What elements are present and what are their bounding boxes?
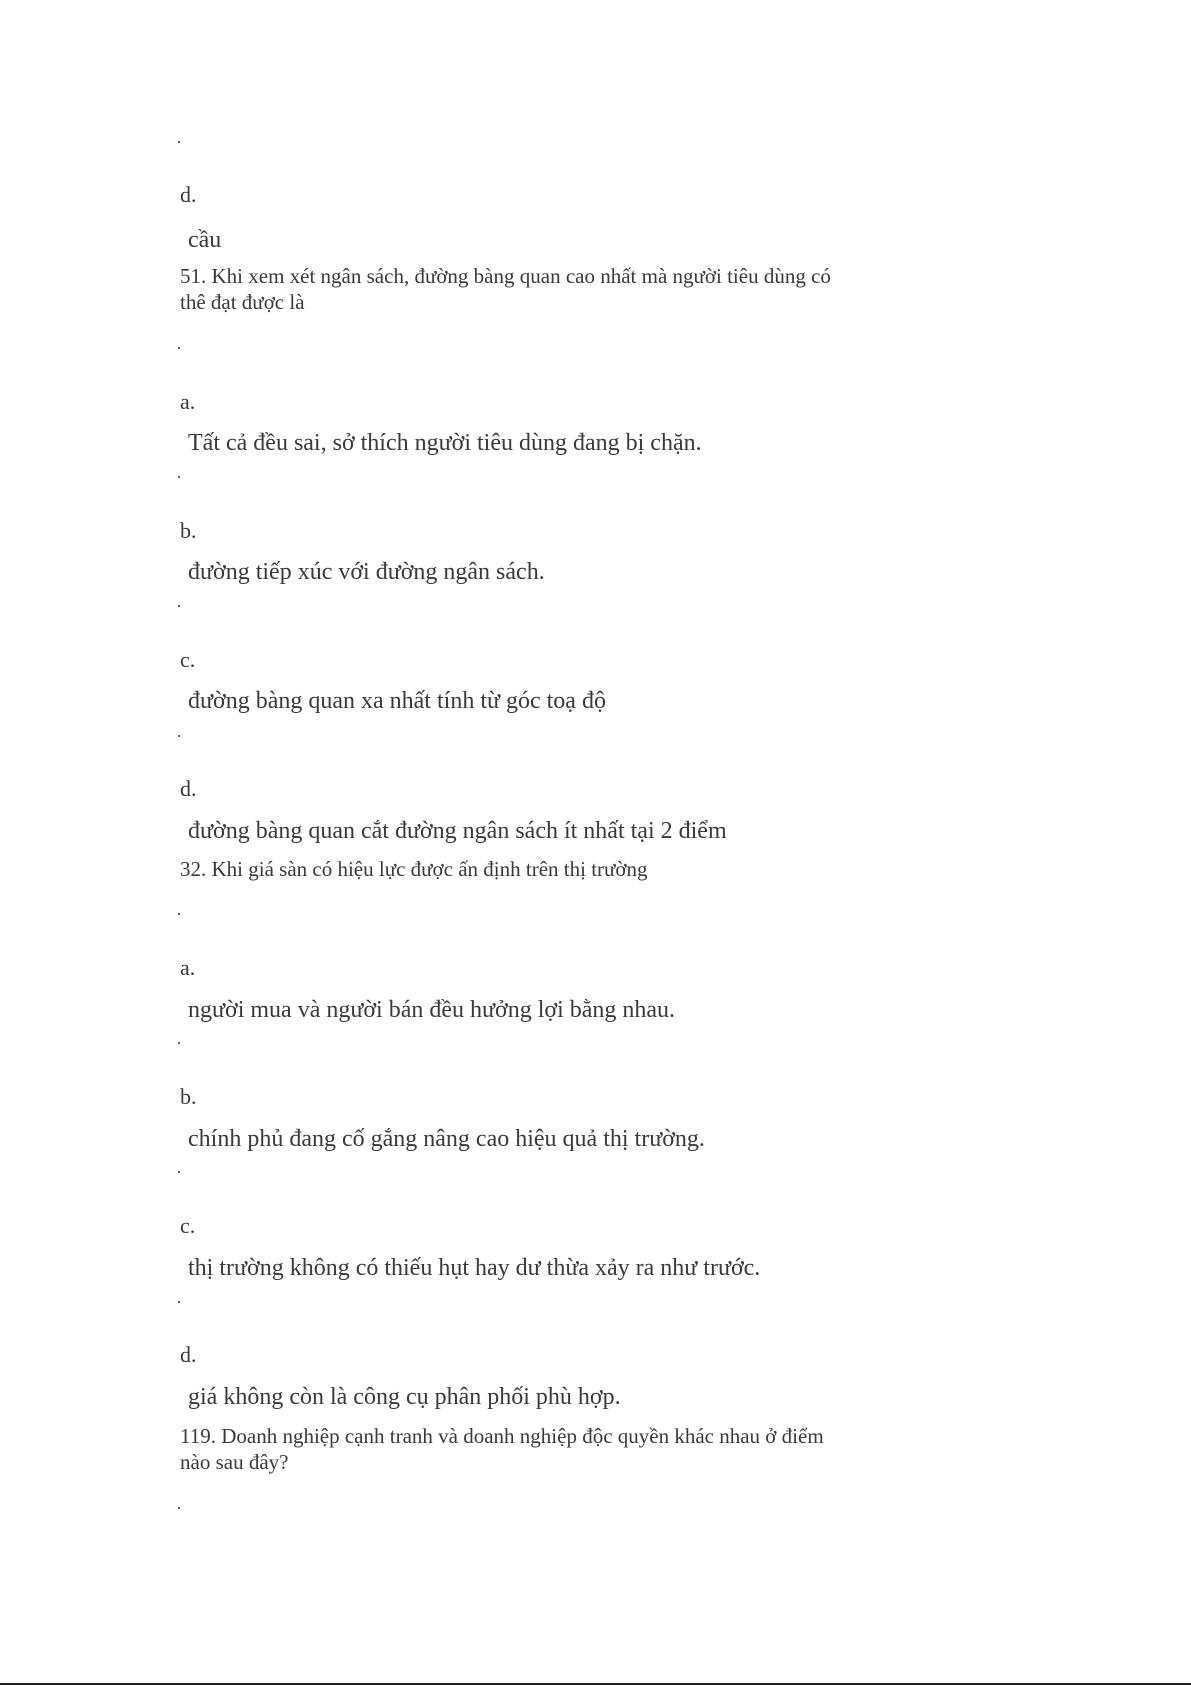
option-text: Tất cả đều sai, sở thích người tiêu dùng đang bị chặn. (188, 430, 702, 456)
option-text: giá không còn là công cụ phân phối phù hợp. (188, 1384, 621, 1410)
option-text: thị trường không có thiếu hụt hay dư thừa xảy ra như trước. (188, 1255, 761, 1281)
option-letter: d. (180, 182, 197, 207)
question-text: 51. Khi xem xét ngân sách, đường bàng quan cao nhất mà người tiêu dùng có thê đạt được là (180, 264, 831, 314)
option-text: cầu (188, 227, 222, 253)
radio-marker[interactable] (178, 1507, 180, 1509)
option-letter: c. (180, 647, 196, 672)
option-letter: d. (180, 1342, 197, 1367)
option-letter: a. (180, 955, 196, 980)
option-text: đường bàng quan xa nhất tính từ góc toạ độ (188, 688, 606, 714)
radio-marker[interactable] (178, 913, 180, 915)
option-text: người mua và người bán đều hưởng lợi bằng nhau. (188, 997, 676, 1023)
option-letter: c. (180, 1213, 196, 1238)
option-letter: b. (180, 518, 197, 543)
radio-marker[interactable] (178, 735, 180, 737)
radio-marker[interactable] (178, 141, 180, 143)
radio-marker[interactable] (178, 605, 180, 607)
radio-marker[interactable] (178, 1301, 180, 1303)
option-text: chính phủ đang cố gắng nâng cao hiệu quả thị trường. (188, 1126, 705, 1152)
question-text: 119. Doanh nghiệp cạnh tranh và doanh nghiệp độc quyền khác nhau ở điểm nào sau đây? (180, 1424, 824, 1474)
radio-marker[interactable] (178, 1042, 180, 1044)
question-text: 32. Khi giá sàn có hiệu lực được ấn định trên thị trường (180, 857, 648, 881)
option-text: đường tiếp xúc với đường ngân sách. (188, 559, 545, 585)
radio-marker[interactable] (178, 1171, 180, 1173)
option-letter: a. (180, 389, 196, 414)
radio-marker[interactable] (178, 347, 180, 349)
option-letter: b. (180, 1084, 197, 1109)
option-text: đường bàng quan cắt đường ngân sách ít nhất tại 2 điểm (188, 818, 727, 844)
radio-marker[interactable] (178, 476, 180, 478)
option-letter: d. (180, 776, 197, 801)
